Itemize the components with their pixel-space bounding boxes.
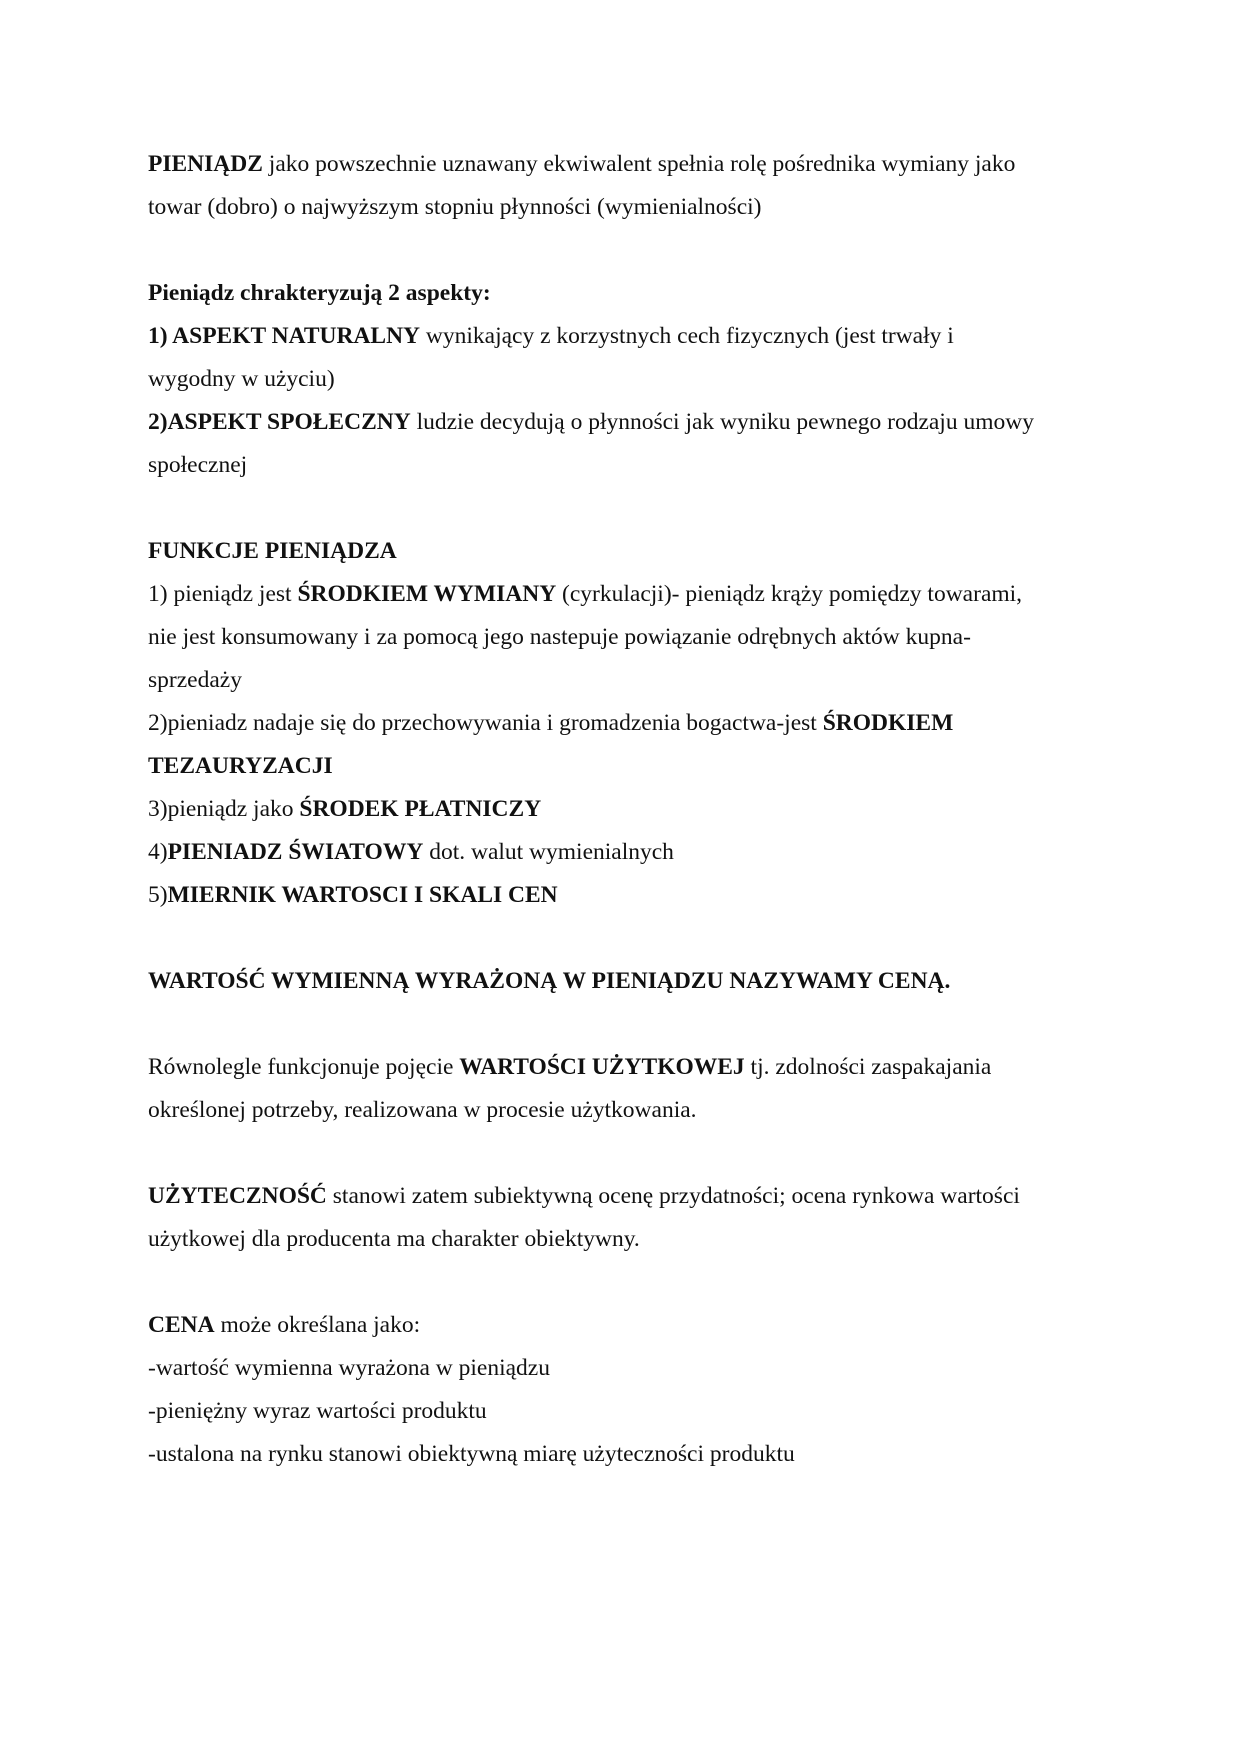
aspect-1: 1) ASPEKT NATURALNY wynikający z korzystnych cech fizycznych (jest trwały i (148, 323, 954, 349)
price-statement: WARTOŚĆ WYMIENNĄ WYRAŻONĄ W PIENIĄDZU NAZYWAMY CENĄ. (148, 968, 951, 994)
price-item: -pieniężny wyraz wartości produktu (148, 1398, 487, 1424)
aspect-1-cont: wygodny w użyciu) (148, 366, 335, 392)
spacer (148, 1132, 1108, 1175)
document-body (148, 143, 1108, 1476)
spacer (148, 917, 1108, 960)
price-item: -ustalona na rynku stanowi obiektywną miarę użyteczności produktu (148, 1441, 795, 1467)
function-5: 5)MIERNIK WARTOSCI I SKALI CEN (148, 882, 558, 908)
spacer (148, 1261, 1108, 1304)
aspects-heading: Pieniądz chrakteryzują 2 aspekty: (148, 280, 491, 306)
spacer (148, 487, 1108, 530)
utility-line-1: UŻYTECZNOŚĆ stanowi zatem subiektywną ocenę przydatności; ocena rynkowa wartości (148, 1183, 1020, 1209)
function-2-cont: TEZAURYZACJI (148, 753, 333, 779)
function-1: 1) pieniądz jest ŚRODKIEM WYMIANY (cyrkulacji)- pieniądz krąży pomiędzy towarami, (148, 581, 1023, 607)
function-3: 3)pieniądz jako ŚRODEK PŁATNICZY (148, 796, 542, 822)
intro-line-1: PIENIĄDZ jako powszechnie uznawany ekwiwalent spełnia rolę pośrednika wymiany jako (148, 151, 1016, 177)
price-item: -wartość wymienna wyrażona w pieniądzu (148, 1355, 550, 1381)
intro-line-2: towar (dobro) o najwyższym stopniu płynności (wymienialności) (148, 194, 762, 220)
aspect-2-cont: społecznej (148, 452, 248, 478)
function-4: 4)PIENIADZ ŚWIATOWY dot. walut wymienialnych (148, 839, 674, 865)
use-value-line-2: określonej potrzeby, realizowana w procesie użytkowania. (148, 1097, 697, 1123)
price-definition: CENA może określana jako: (148, 1312, 421, 1338)
aspect-2: 2)ASPEKT SPOŁECZNY ludzie decydują o płynności jak wyniku pewnego rodzaju umowy (148, 409, 1034, 435)
term-pieniadz: PIENIĄDZ (148, 151, 263, 177)
function-2: 2)pieniadz nadaje się do przechowywania i gromadzenia bogactwa-jest ŚRODKIEM (148, 710, 954, 736)
spacer (148, 229, 1108, 272)
function-1-cont-2: sprzedaży (148, 667, 242, 693)
utility-line-2: użytkowej dla producenta ma charakter obiektywny. (148, 1226, 640, 1252)
use-value-line-1: Równolegle funkcjonuje pojęcie WARTOŚCI UŻYTKOWEJ tj. zdolności zaspakajania (148, 1054, 992, 1080)
function-1-cont: nie jest konsumowany i za pomocą jego nastepuje powiązanie odrębnych aktów kupna- (148, 624, 971, 650)
spacer (148, 1003, 1108, 1046)
functions-heading: FUNKCJE PIENIĄDZA (148, 538, 397, 564)
